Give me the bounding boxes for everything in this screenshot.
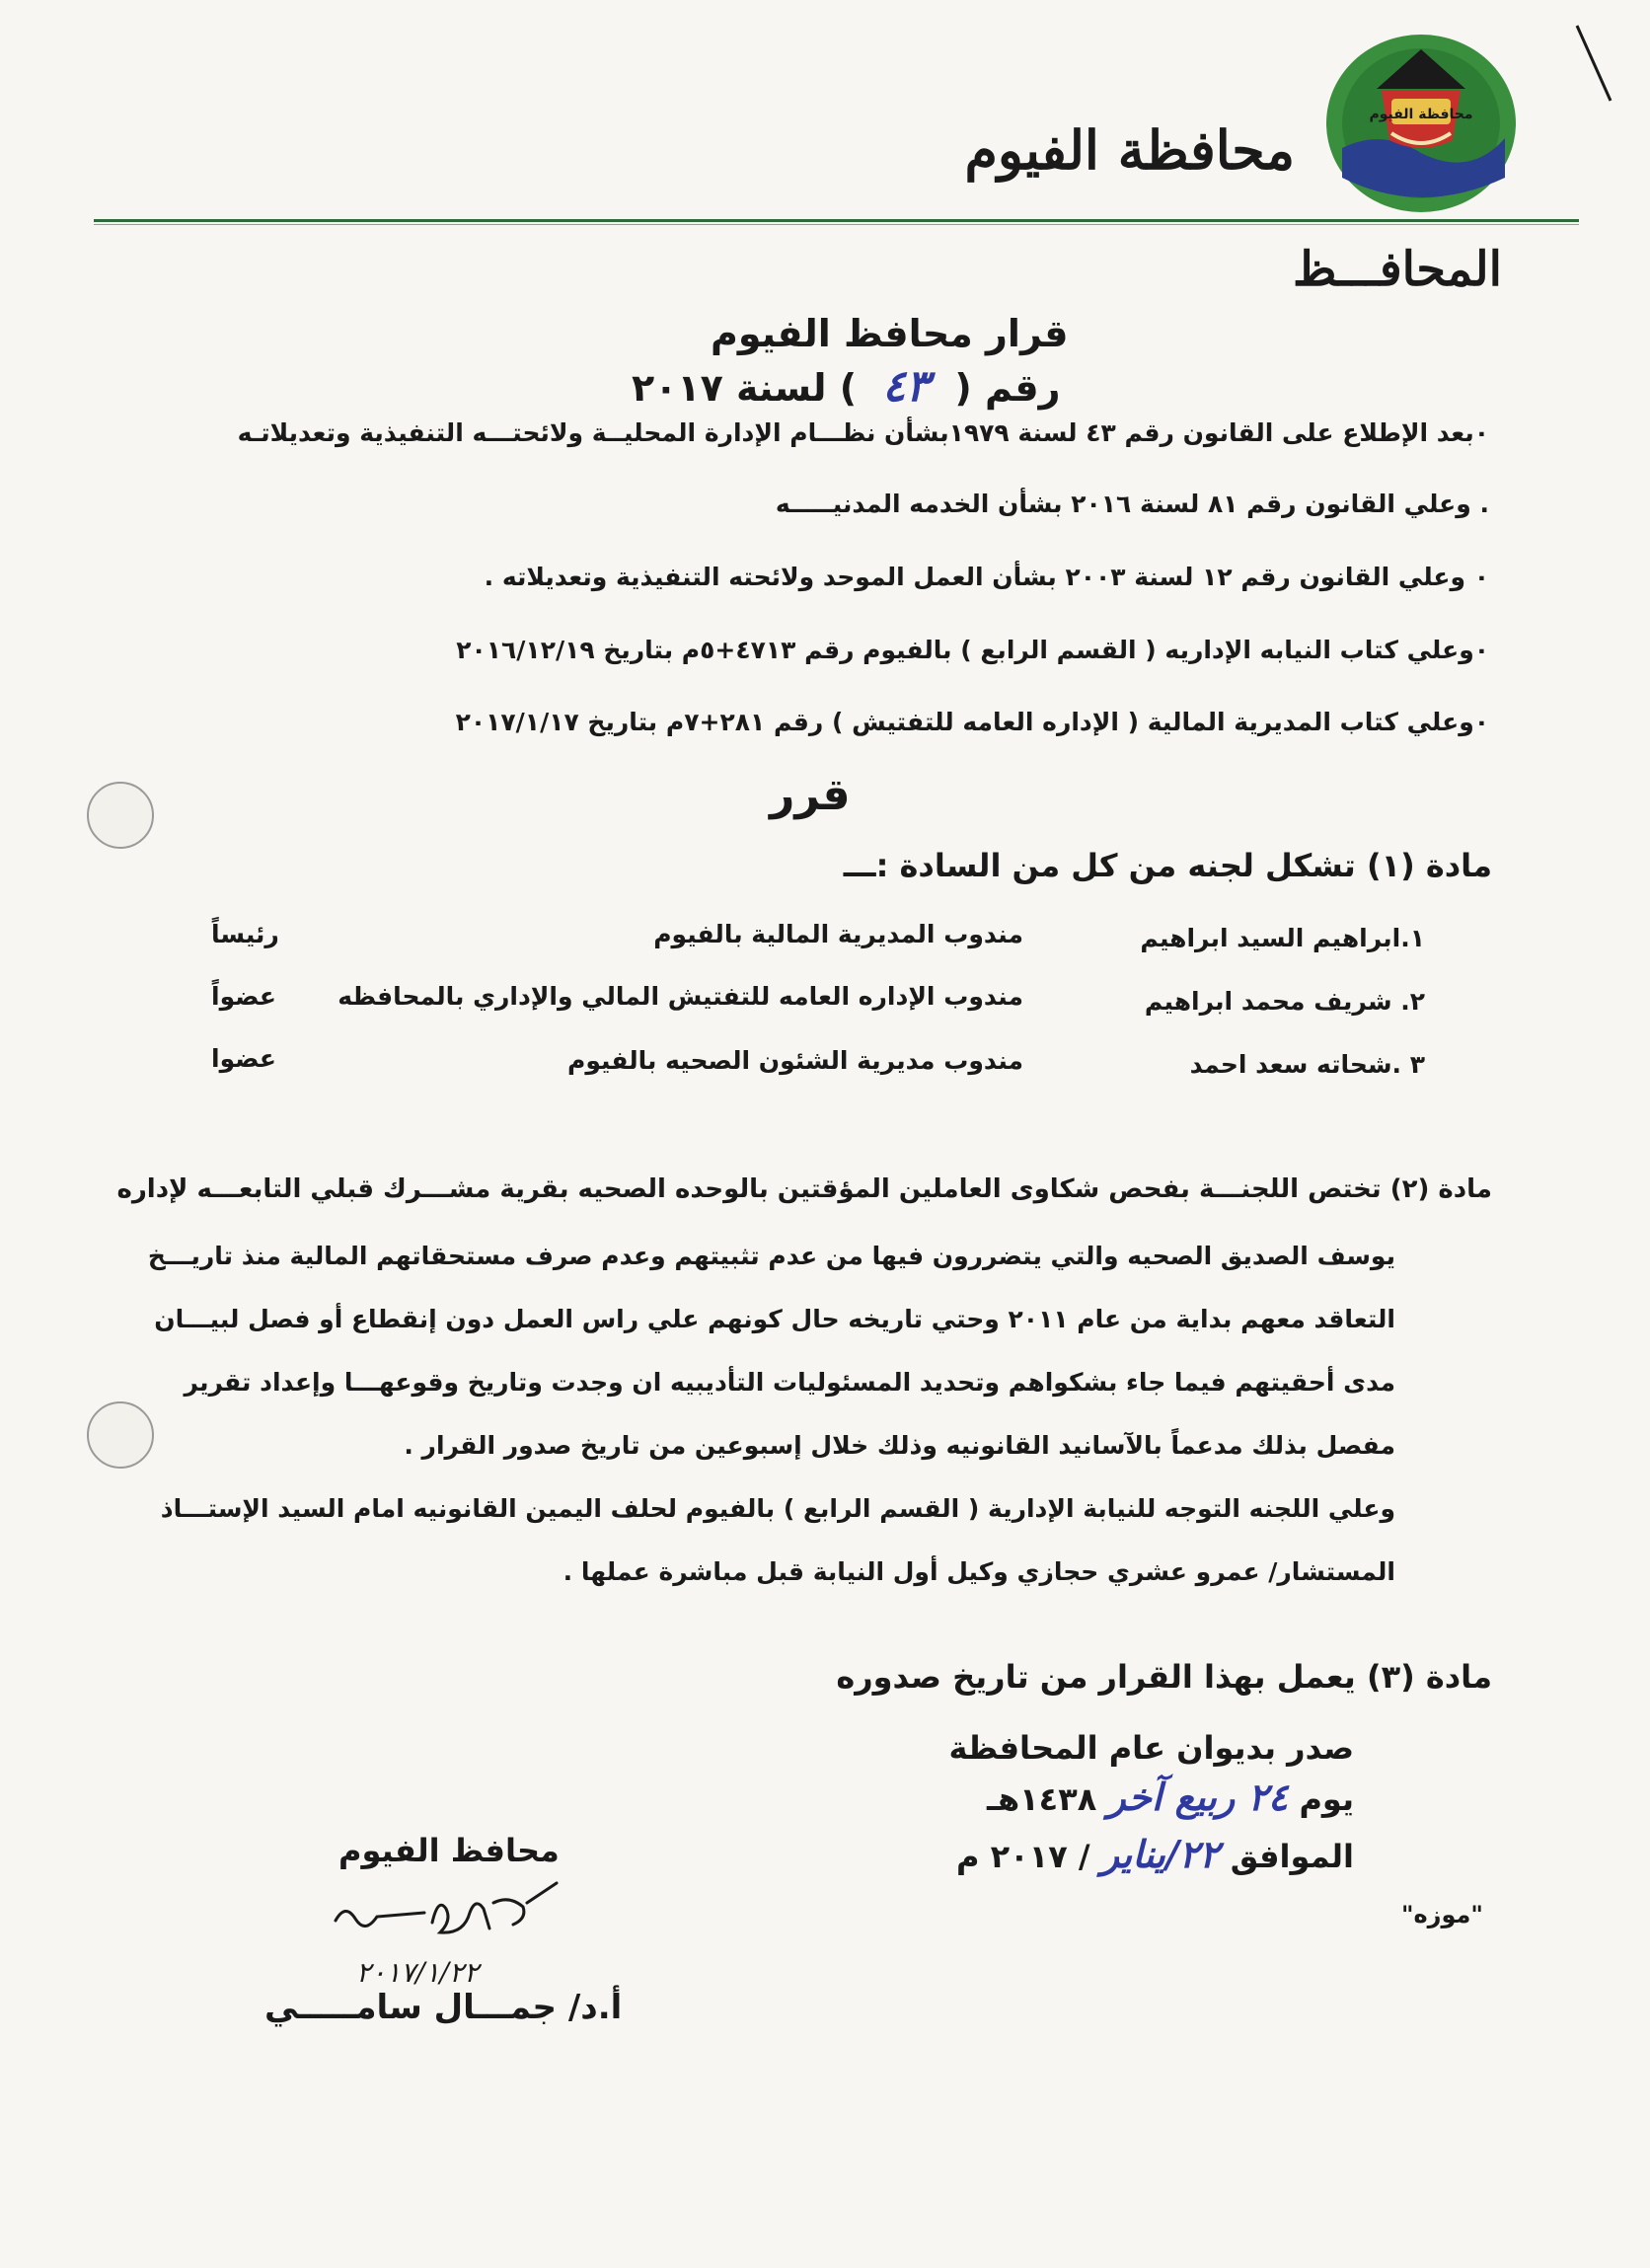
article-2-title: مادة (٢) تختص اللجنـــة بفحص شكاوى العاملين المؤقتين بالوحده الصحيه بقرية مشـــرك قبلي التابعـــه لإداره — [116, 1174, 1492, 1204]
article-2-line: مدى أحقيتهم فيما جاء بشكواهم وتحديد المسئوليات التأديبيه ان وجدت وتاريخ وقوعهـــا وإعداد تقرير — [184, 1368, 1395, 1397]
gregorian-year: / ٢٠١٧ م — [956, 1838, 1090, 1875]
preamble-line: . وعلي القانون رقم ٨١ لسنة ٢٠١٦ بشأن الخدمه المدنيـــــه — [775, 490, 1489, 518]
member-position: عضوا — [211, 1044, 276, 1073]
punch-hole — [87, 782, 154, 849]
office-heading: المحافـــظ — [1292, 242, 1502, 297]
article-2-line: المستشار/ عمرو عشري حجازي وكيل أول النيابة قبل مباشرة عملها . — [562, 1557, 1395, 1586]
article-1-title: مادة (١) تشكل لجنه من كل من السادة :ـــ — [843, 847, 1492, 884]
decree-number-prefix: رقم ( — [954, 366, 1061, 410]
handwritten-signature-icon — [316, 1873, 572, 1952]
decree-number-suffix: ) لسنة ٢٠١٧ — [632, 366, 858, 410]
decree-number-handwritten: ٤٣ — [882, 361, 930, 412]
article-2-line: وعلي اللجنه التوجه للنيابة الإدارية ( القسم الرابع ) بالفيوم لحلف اليمين القانونيه امام السيد الإستـــاذ — [160, 1494, 1395, 1523]
decree-number-line — [632, 361, 1061, 412]
article-2-line: التعاقد معهم بداية من عام ٢٠١١ وحتي تاريخه حال كونهم علي راس العمل دون إنقطاع أو فصل لبيـــان — [154, 1305, 1395, 1333]
preamble-line: ٠ وعلي القانون رقم ١٢ لسنة ٢٠٠٣ بشأن العمل الموحد ولائحته التنفيذية وتعديلاته . — [484, 563, 1489, 591]
article-2-line: يوسف الصديق الصحيه والتي يتضررون فيها من عدم تثبيتهم وعدم صرف مستحقاتهم المالية منذ تاريـــخ — [147, 1242, 1395, 1270]
preamble-line: ٠وعلي كتاب المديرية المالية ( الإداره العامه للتفتيش ) رقم ٢٨١+٧م بتاريخ ٢٠١٧/١/١٧ — [455, 708, 1489, 736]
preamble-line: ٠بعد الإطلاع على القانون رقم ٤٣ لسنة ١٩٧٩بشأن نظـــام الإدارة المحليــة ولائحتـــه التنفيذية وتعديلاتـه — [237, 418, 1489, 447]
governorate-logo-icon — [1322, 30, 1520, 217]
signatory-title: محافظ الفيوم — [338, 1832, 560, 1869]
hijri-year: ١٤٣٨هـ — [987, 1780, 1097, 1818]
header-rule-thin — [94, 224, 1579, 225]
member-position: رئيساً — [211, 920, 279, 948]
hijri-date-handwritten: ٢٤ ربيع آخر — [1107, 1775, 1289, 1819]
member-position: عضواً — [211, 982, 276, 1011]
preamble-line: ٠وعلي كتاب النيابه الإداريه ( القسم الرابع ) بالفيوم رقم ٤٧١٣+٥م بتاريخ ٢٠١٦/١٢/١٩ — [456, 636, 1489, 664]
member-name: ١.ابراهيم السيد ابراهيم — [1140, 924, 1425, 952]
clerk-initials: "موزه" — [1401, 1901, 1483, 1928]
pen-stroke-mark — [1569, 20, 1618, 109]
header-rule — [94, 219, 1579, 222]
gregorian-label: الموافق — [1230, 1838, 1354, 1875]
decree-title: قرار محافظ الفيوم — [711, 312, 1069, 355]
handwritten-signature-date — [314, 1952, 521, 1992]
punch-hole — [87, 1401, 154, 1469]
member-name: ٣ .شحاته سعد احمد — [1189, 1050, 1425, 1079]
member-name: ٢. شريف محمد ابراهيم — [1144, 987, 1425, 1016]
article-3-title: مادة (٣) يعمل بهذا القرار من تاريخ صدوره — [836, 1658, 1492, 1696]
hijri-date-line — [987, 1775, 1354, 1819]
member-role: مندوب مديرية الشئون الصحيه بالفيوم — [567, 1046, 1023, 1075]
governorate-name: محافظة الفيوم — [964, 118, 1295, 182]
issued-at: صدر بديوان عام المحافظة — [948, 1729, 1354, 1767]
day-label: يوم — [1299, 1780, 1354, 1818]
signature-date-text: ٢٠١٧/١/٢٢ — [355, 1956, 480, 1989]
gregorian-date-handwritten: ٢٢/يناير — [1100, 1832, 1220, 1876]
article-2-line: مفصل بذلك مدعماً بالآسانيد القانونيه وذلك خلال إسبوعين من تاريخ صدور القرار . — [404, 1431, 1395, 1460]
decree-word: قرر — [770, 770, 851, 820]
member-role: مندوب المديرية المالية بالفيوم — [653, 920, 1023, 948]
gregorian-date-line — [956, 1832, 1354, 1876]
logo-text: محافظة الفيوم — [1369, 107, 1473, 122]
member-role: مندوب الإداره العامه للتفتيش المالي والإداري بالمحافظه — [338, 982, 1023, 1011]
signatory-name: أ.د/ جمـــال سامـــــي — [264, 1988, 623, 2027]
